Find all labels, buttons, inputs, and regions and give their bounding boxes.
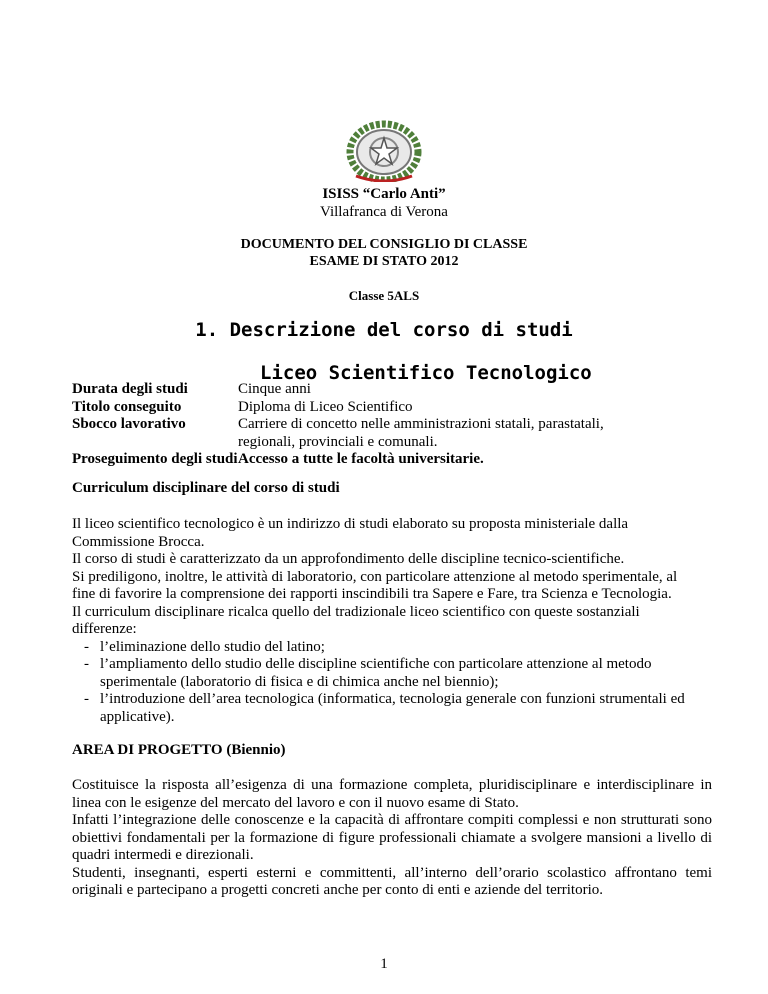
info-row-title bbox=[72, 399, 712, 417]
project-area-paragraph: Infatti l’integrazione delle conoscenze e la capacità di affrontare compiti complessi e non strutturati sono obiettivi fondamentali per la formazione di figure professionali chiamate a svolgere mansioni a livello di quadri intermedi e direzionali. bbox=[72, 812, 712, 863]
school-city: Villafranca di Verona bbox=[320, 204, 448, 220]
info-label: Titolo conseguito bbox=[72, 398, 182, 415]
italian-republic-emblem bbox=[346, 120, 422, 182]
bullet-dash: - bbox=[84, 656, 89, 672]
course-info-table bbox=[72, 381, 712, 469]
school-name: ISISS “Carlo Anti” bbox=[322, 186, 446, 202]
curriculum-heading: Curriculum disciplinare del corso di studi bbox=[72, 480, 340, 496]
project-area-heading: AREA DI PROGETTO (Biennio) bbox=[72, 742, 286, 758]
info-row-further-studies bbox=[72, 451, 712, 469]
section-subtitle: Liceo Scientifico Tecnologico bbox=[260, 362, 592, 384]
curriculum-line: Commissione Brocca. bbox=[72, 533, 205, 550]
info-value: regionali, provinciali e comunali. bbox=[238, 433, 438, 450]
bullet-item bbox=[72, 691, 712, 726]
info-label: Durata degli studi bbox=[72, 381, 188, 397]
project-area-paragraph: Studenti, insegnanti, esperti esterni e committenti, all’interno dell’orario scolastico affrontano temi originali e partecipano a progetti concreti anche per conto di enti e aziende del territorio. bbox=[72, 864, 712, 898]
curriculum-line: Il liceo scientifico tecnologico è un indirizzo di studi elaborato su proposta ministeriale dalla bbox=[72, 516, 629, 532]
project-area-text bbox=[72, 777, 712, 900]
class-label: Classe 5ALS bbox=[348, 288, 420, 303]
curriculum-line: Si prediligono, inoltre, le attività di laboratorio, con particolare attenzione al metodo sperimentale, al bbox=[72, 568, 678, 585]
curriculum-line: Il curriculum disciplinare ricalca quello del tradizionale liceo scientifico con queste sostanziali bbox=[72, 603, 640, 620]
bullet-item bbox=[72, 639, 712, 657]
info-row-duration bbox=[72, 381, 712, 399]
bullet-text: l’introduzione dell’area tecnologica (informatica, tecnologia generale con funzioni strumentali ed applicative). bbox=[100, 691, 685, 725]
exam-title: ESAME DI STATO 2012 bbox=[309, 254, 459, 269]
project-area-paragraph: Costituisce la risposta all’esigenza di una formazione completa, pluridisciplinare e interdisciplinare in linea con le esigenze del mercato del lavoro e con il nuovo esame di Stato. bbox=[72, 777, 712, 811]
section-title: 1. Descrizione del corso di studi bbox=[195, 319, 573, 341]
bullet-dash: - bbox=[84, 638, 89, 655]
curriculum-text bbox=[72, 516, 712, 726]
bullet-text: l’ampliamento dello studio delle discipline scientifiche con particolare attenzione al metodo sperimentale (laboratorio di fisica e di chimica anche nel biennio); bbox=[100, 656, 652, 690]
info-value: Accesso a tutte le facoltà universitarie. bbox=[238, 451, 484, 467]
page-number: 1 bbox=[380, 956, 388, 972]
bullet-text: l’eliminazione dello studio del latino; bbox=[100, 638, 325, 655]
curriculum-line: Il corso di studi è caratterizzato da un approfondimento delle discipline tecnico-scientifiche. bbox=[72, 551, 625, 567]
info-label: Proseguimento degli studi bbox=[72, 451, 238, 467]
document-title: DOCUMENTO DEL CONSIGLIO DI CLASSE bbox=[240, 237, 528, 252]
bullet-item bbox=[72, 656, 712, 691]
info-value: Carriere di concetto nelle amministrazioni statali, parastatali, bbox=[238, 416, 604, 432]
info-value: Diploma di Liceo Scientifico bbox=[238, 398, 413, 415]
curriculum-line: fine di favorire la comprensione dei rapporti inscindibili tra Sapere e Fare, tra Scienza e Tecnologia. bbox=[72, 586, 672, 602]
info-label: Sbocco lavorativo bbox=[72, 416, 186, 432]
bullet-dash: - bbox=[84, 691, 89, 707]
info-row-career-cont bbox=[72, 434, 712, 452]
curriculum-line: differenze: bbox=[72, 621, 137, 637]
info-value: Cinque anni bbox=[238, 381, 311, 397]
info-row-career bbox=[72, 416, 712, 434]
